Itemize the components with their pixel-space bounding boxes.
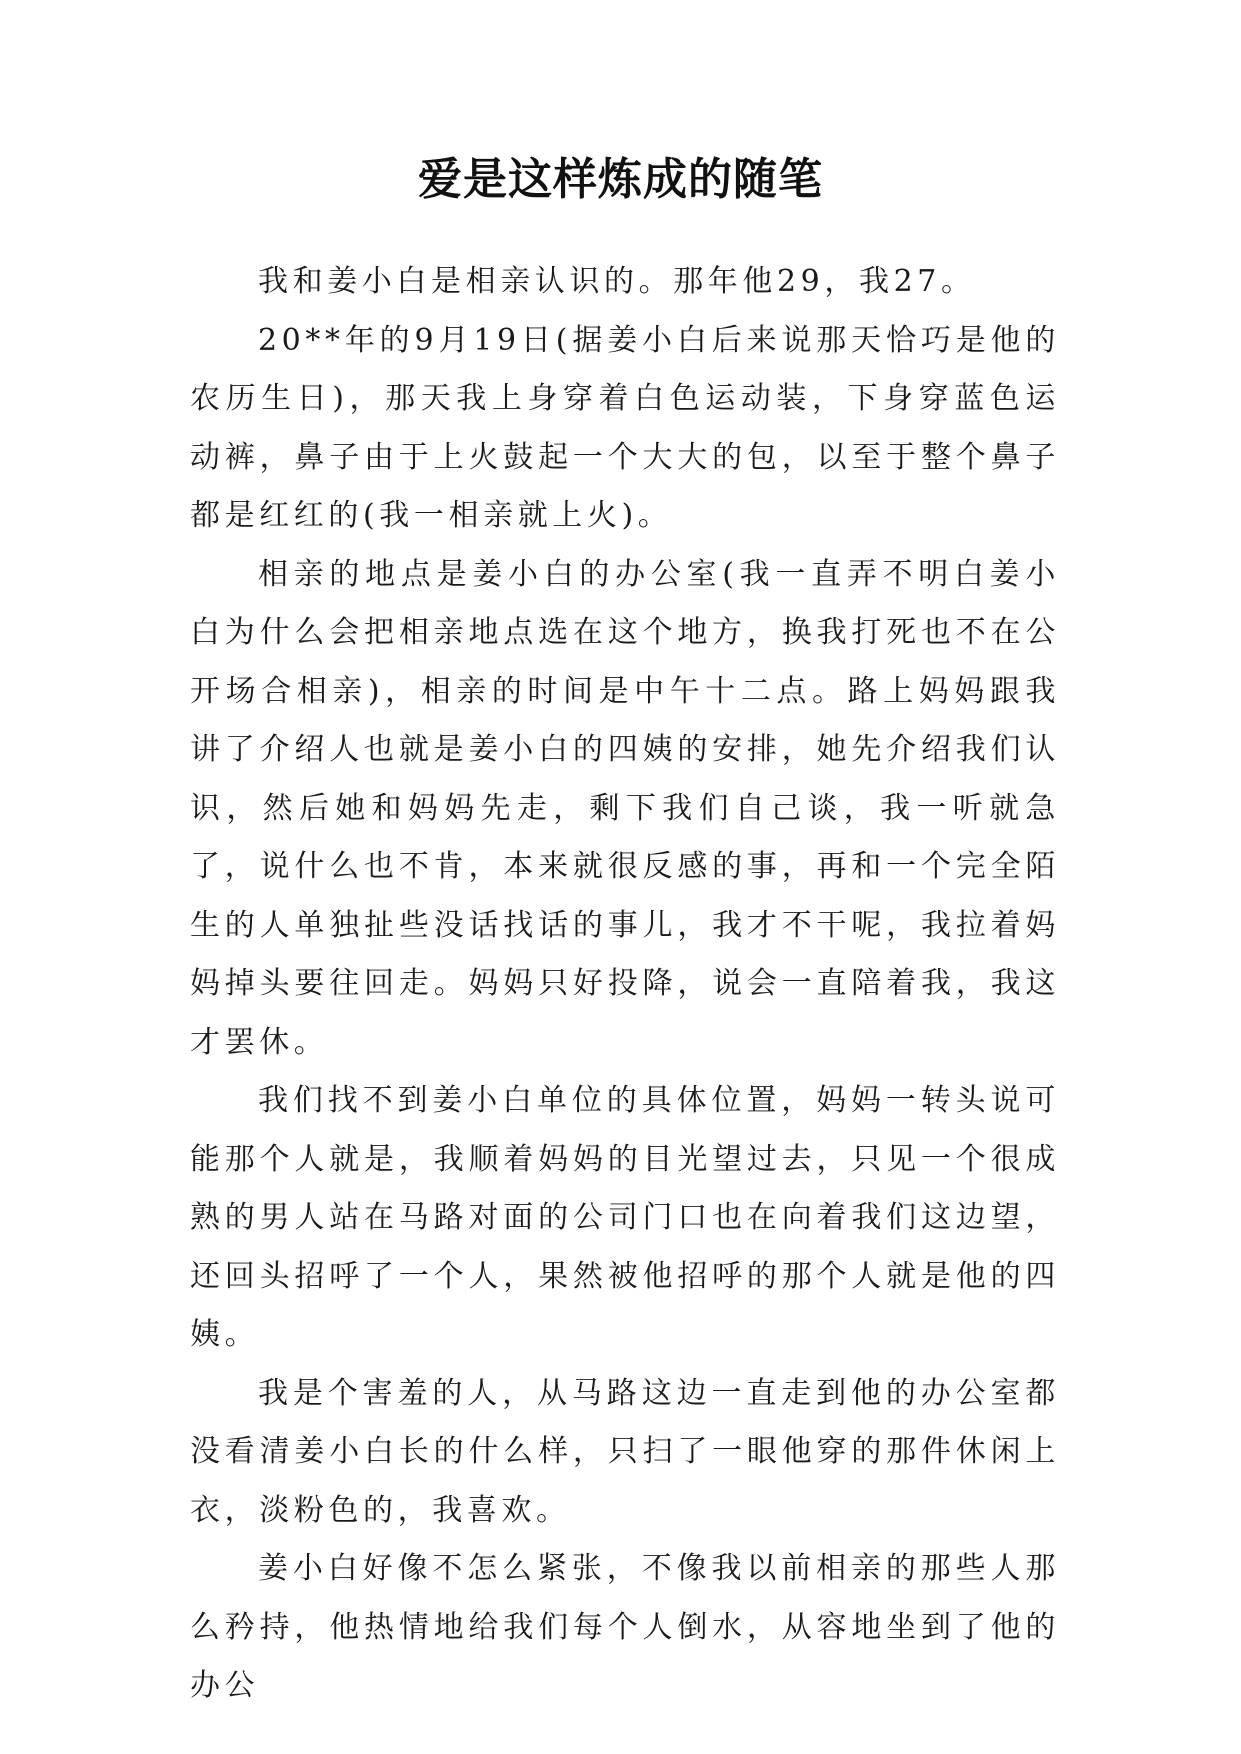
paragraph-4: 我们找不到姜小白单位的具体位置，妈妈一转头说可能那个人就是，我顺着妈妈的目光望过去，只见一个很成熟的男人站在马路对面的公司门口也在向着我们这边望，还回头招呼了一个人，果然被他招呼的那个人就是他的四姨。 bbox=[190, 1083, 1060, 1352]
paragraph-2: 20**年的9月19日(据姜小白后来说那天恰巧是他的农历生日)，那天我上身穿着白色运动装，下身穿蓝色运动裤，鼻子由于上火鼓起一个大大的包，以至于整个鼻子都是红红的(我一相亲就上火)。 bbox=[190, 322, 1060, 533]
paragraph-5: 我是个害羞的人，从马路这边一直走到他的办公室都没看清姜小白长的什么样，只扫了一眼他穿的那件休闲上衣，淡粉色的，我喜欢。 bbox=[190, 1375, 1060, 1528]
paragraph-1: 我和姜小白是相亲认识的。那年他29，我27。 bbox=[258, 264, 976, 299]
paragraph-3: 相亲的地点是姜小白的办公室(我一直弄不明白姜小白为什么会把相亲地点选在这个地方，换我打死也不在公开场合相亲)，相亲的时间是中午十二点。路上妈妈跟我讲了介绍人也就是姜小白的四姨的安排，她先介绍我们认识，然后她和妈妈先走，剩下我们自己谈，我一听就急了，说什么也不肯，本来就很反感的事，再和一个完全陌生的人单独扯些没话找话的事儿，我才不干呢，我拉着妈妈掉头要往回走。妈妈只好投降，说会一直陪着我，我这才罢休。 bbox=[190, 556, 1060, 1060]
document-body bbox=[190, 253, 1060, 1716]
paragraph-6: 姜小白好像不怎么紧张，不像我以前相亲的那些人那么矜持，他热情地给我们每个人倒水，从容地坐到了他的办公 bbox=[190, 1551, 1060, 1703]
document-title: 爱是这样炼成的随笔 bbox=[418, 154, 823, 205]
